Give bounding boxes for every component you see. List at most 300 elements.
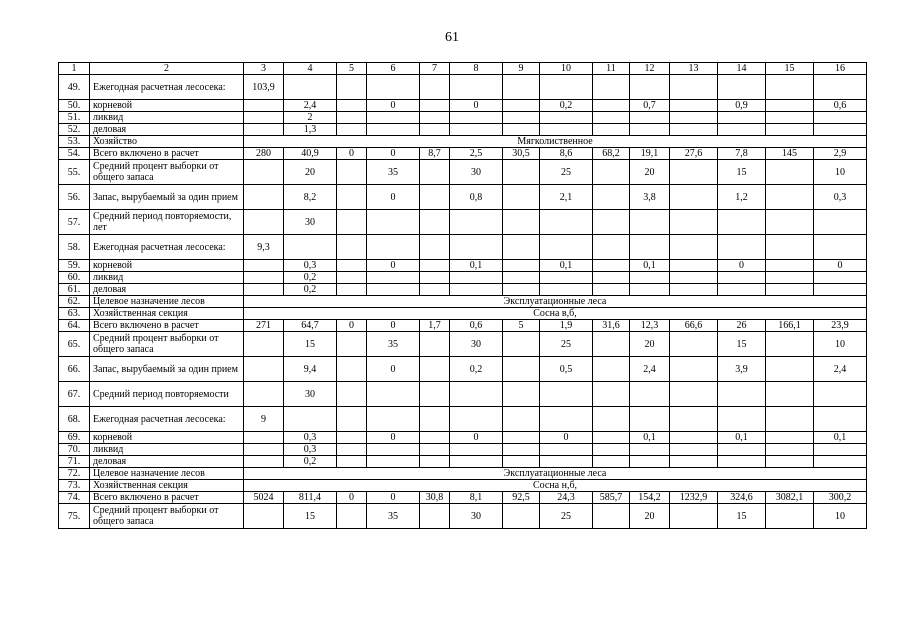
table-cell	[244, 332, 284, 357]
table-cell: 24,3	[540, 492, 593, 504]
table-cell: 0,1	[630, 432, 670, 444]
table-cell: 40,9	[284, 148, 337, 160]
table-cell: 324,6	[718, 492, 766, 504]
column-number: 7	[420, 63, 450, 75]
table-cell: 66,6	[670, 320, 718, 332]
row-number: 68.	[59, 407, 90, 432]
table-cell: 19,1	[630, 148, 670, 160]
table-cell	[420, 185, 450, 210]
table-row	[59, 432, 867, 444]
table-cell: 5024	[244, 492, 284, 504]
table-cell: 0	[814, 260, 867, 272]
table-cell: 0,2	[540, 100, 593, 112]
table-row	[59, 357, 867, 382]
table-cell	[814, 75, 867, 100]
table-cell: 20	[630, 332, 670, 357]
table-cell	[670, 504, 718, 529]
column-number: 16	[814, 63, 867, 75]
row-description: Всего включено в расчет	[90, 148, 244, 160]
table-cell	[766, 407, 814, 432]
table-cell	[337, 382, 367, 407]
table-cell	[503, 407, 540, 432]
row-number: 71.	[59, 456, 90, 468]
table-row	[59, 124, 867, 136]
table-cell: 10	[814, 160, 867, 185]
row-description: Запас, вырубаемый за один прием	[90, 185, 244, 210]
table-cell	[670, 357, 718, 382]
table-cell: 1,9	[540, 320, 593, 332]
column-number: 12	[630, 63, 670, 75]
table-cell: 0,1	[630, 260, 670, 272]
table-cell	[420, 235, 450, 260]
table-cell	[503, 444, 540, 456]
row-number: 60.	[59, 272, 90, 284]
row-description: ликвид	[90, 112, 244, 124]
table-cell	[593, 432, 630, 444]
table-cell	[450, 124, 503, 136]
table-cell	[718, 124, 766, 136]
table-cell: 0	[367, 357, 420, 382]
table-cell	[337, 407, 367, 432]
row-number: 53.	[59, 136, 90, 148]
table-cell: 145	[766, 148, 814, 160]
row-description: ликвид	[90, 444, 244, 456]
table-cell: 20	[630, 160, 670, 185]
table-cell: 15	[284, 504, 337, 529]
table-cell: 2,9	[814, 148, 867, 160]
column-number: 4	[284, 63, 337, 75]
table-cell	[718, 210, 766, 235]
table-cell	[593, 112, 630, 124]
table-cell: 30	[450, 504, 503, 529]
table-cell	[670, 284, 718, 296]
table-cell	[367, 444, 420, 456]
table-cell: 30	[284, 382, 337, 407]
table-cell	[244, 357, 284, 382]
table-cell	[450, 272, 503, 284]
table-cell	[337, 185, 367, 210]
table-row	[59, 382, 867, 407]
table-cell	[244, 210, 284, 235]
section-heading: Мягколиственное	[244, 136, 867, 148]
table-cell	[814, 382, 867, 407]
table-cell	[630, 444, 670, 456]
table-cell: 92,5	[503, 492, 540, 504]
table-cell: 0,5	[540, 357, 593, 382]
table-cell	[450, 112, 503, 124]
table-cell	[420, 432, 450, 444]
row-description: корневой	[90, 432, 244, 444]
table-cell	[670, 100, 718, 112]
table-cell	[814, 284, 867, 296]
table-cell: 30	[450, 332, 503, 357]
section-heading: Сосна н,б,	[244, 480, 867, 492]
table-cell	[593, 357, 630, 382]
table-cell	[420, 260, 450, 272]
table-cell: 103,9	[244, 75, 284, 100]
table-cell	[244, 112, 284, 124]
table-cell	[367, 210, 420, 235]
table-cell: 3082,1	[766, 492, 814, 504]
table-cell	[540, 444, 593, 456]
table-cell	[766, 456, 814, 468]
row-number: 54.	[59, 148, 90, 160]
table-cell: 0	[337, 492, 367, 504]
table-cell	[540, 407, 593, 432]
table-row	[59, 504, 867, 529]
table-cell: 1,2	[718, 185, 766, 210]
table-cell: 0	[540, 432, 593, 444]
row-number: 50.	[59, 100, 90, 112]
table-cell	[284, 75, 337, 100]
table-cell	[766, 210, 814, 235]
table-cell	[420, 444, 450, 456]
table-cell	[284, 407, 337, 432]
table-cell: 15	[718, 504, 766, 529]
table-cell	[593, 124, 630, 136]
table-row	[59, 480, 867, 492]
table-row	[59, 320, 867, 332]
table-cell	[503, 456, 540, 468]
table-cell	[630, 112, 670, 124]
table-cell	[503, 332, 540, 357]
table-cell	[593, 272, 630, 284]
table-cell: 1232,9	[670, 492, 718, 504]
table-cell	[593, 235, 630, 260]
table-cell: 25	[540, 332, 593, 357]
table-cell: 10	[814, 332, 867, 357]
column-number: 3	[244, 63, 284, 75]
table-cell	[420, 160, 450, 185]
table-cell	[244, 504, 284, 529]
table-cell: 0	[450, 100, 503, 112]
table-cell	[337, 272, 367, 284]
table-cell: 30	[284, 210, 337, 235]
table-cell	[593, 75, 630, 100]
row-number: 75.	[59, 504, 90, 529]
table-cell	[540, 235, 593, 260]
table-cell: 0,2	[284, 284, 337, 296]
table-cell	[337, 444, 367, 456]
table-cell	[367, 407, 420, 432]
table-cell	[244, 260, 284, 272]
table-row	[59, 75, 867, 100]
table-cell: 15	[718, 332, 766, 357]
table-cell: 25	[540, 504, 593, 529]
table-cell	[670, 272, 718, 284]
table-cell	[630, 235, 670, 260]
table-cell	[593, 456, 630, 468]
table-cell	[420, 332, 450, 357]
row-description: Средний процент выборки от общего запаса	[90, 160, 244, 185]
row-number: 62.	[59, 296, 90, 308]
table-cell: 35	[367, 332, 420, 357]
table-cell	[593, 260, 630, 272]
table-cell: 26	[718, 320, 766, 332]
column-number: 15	[766, 63, 814, 75]
table-cell	[337, 75, 367, 100]
table-cell	[670, 444, 718, 456]
table-cell	[244, 100, 284, 112]
table-cell	[503, 504, 540, 529]
table-cell	[670, 75, 718, 100]
table-cell: 9,3	[244, 235, 284, 260]
table-cell	[814, 112, 867, 124]
column-number: 13	[670, 63, 718, 75]
table-cell	[540, 284, 593, 296]
table-row	[59, 210, 867, 235]
column-number: 2	[90, 63, 244, 75]
table-cell	[420, 100, 450, 112]
row-number: 56.	[59, 185, 90, 210]
table-cell: 68,2	[593, 148, 630, 160]
table-cell: 2,1	[540, 185, 593, 210]
table-cell	[450, 407, 503, 432]
column-number: 10	[540, 63, 593, 75]
table-cell	[450, 382, 503, 407]
table-row	[59, 296, 867, 308]
table-cell	[503, 382, 540, 407]
table-cell: 0,1	[540, 260, 593, 272]
table-cell	[630, 456, 670, 468]
row-number: 63.	[59, 308, 90, 320]
table-cell	[450, 284, 503, 296]
table-cell	[718, 284, 766, 296]
table-cell	[718, 235, 766, 260]
table-cell	[367, 284, 420, 296]
table-cell	[244, 160, 284, 185]
table-cell	[670, 260, 718, 272]
table-cell	[766, 444, 814, 456]
table-cell	[244, 284, 284, 296]
table-cell: 30,5	[503, 148, 540, 160]
table-cell	[367, 235, 420, 260]
table-cell: 280	[244, 148, 284, 160]
table-cell	[420, 407, 450, 432]
table-cell: 3,9	[718, 357, 766, 382]
row-description: Хозяйственная секция	[90, 308, 244, 320]
table-cell	[630, 272, 670, 284]
table-cell	[630, 75, 670, 100]
table-row	[59, 136, 867, 148]
table-cell: 0,6	[814, 100, 867, 112]
table-row	[59, 148, 867, 160]
section-heading: Эксплуатационные леса	[244, 296, 867, 308]
table-cell	[244, 444, 284, 456]
row-number: 64.	[59, 320, 90, 332]
table-cell	[670, 160, 718, 185]
table-cell	[718, 382, 766, 407]
forestry-calculation-table	[58, 62, 867, 529]
table-cell: 20	[284, 160, 337, 185]
section-heading: Сосна в,б,	[244, 308, 867, 320]
page-number: 61	[445, 30, 459, 45]
table-cell	[503, 160, 540, 185]
table-cell	[244, 272, 284, 284]
row-description: Средний период повторяемости, лет	[90, 210, 244, 235]
table-cell: 30	[450, 160, 503, 185]
table-cell: 8,1	[450, 492, 503, 504]
table-cell	[503, 124, 540, 136]
table-cell	[670, 382, 718, 407]
table-cell: 0,3	[814, 185, 867, 210]
table-cell: 0	[337, 320, 367, 332]
table-cell	[670, 235, 718, 260]
table-row	[59, 284, 867, 296]
row-number: 67.	[59, 382, 90, 407]
table-cell	[766, 432, 814, 444]
table-cell	[503, 357, 540, 382]
table-cell	[766, 284, 814, 296]
table-cell	[540, 382, 593, 407]
table-cell	[244, 124, 284, 136]
table-cell: 8,7	[420, 148, 450, 160]
table-cell	[670, 407, 718, 432]
table-cell	[337, 456, 367, 468]
table-cell	[670, 332, 718, 357]
table-cell: 8,6	[540, 148, 593, 160]
table-cell	[337, 284, 367, 296]
table-cell: 0,1	[814, 432, 867, 444]
table-cell: 2,4	[284, 100, 337, 112]
table-row	[59, 272, 867, 284]
table-cell: 0	[367, 148, 420, 160]
table-cell	[420, 504, 450, 529]
table-cell: 31,6	[593, 320, 630, 332]
table-cell: 811,4	[284, 492, 337, 504]
table-cell	[420, 284, 450, 296]
table-cell: 15	[718, 160, 766, 185]
table-cell: 0,3	[284, 260, 337, 272]
table-cell	[337, 504, 367, 529]
table-cell: 25	[540, 160, 593, 185]
table-cell: 0,2	[450, 357, 503, 382]
column-number: 5	[337, 63, 367, 75]
table-cell	[593, 407, 630, 432]
row-number: 57.	[59, 210, 90, 235]
table-cell	[337, 260, 367, 272]
table-row	[59, 468, 867, 480]
table-cell	[814, 235, 867, 260]
table-cell: 271	[244, 320, 284, 332]
table-cell: 0,3	[284, 444, 337, 456]
table-cell	[337, 235, 367, 260]
table-cell: 0,3	[284, 432, 337, 444]
table-cell: 3,8	[630, 185, 670, 210]
row-number: 72.	[59, 468, 90, 480]
table-cell	[503, 284, 540, 296]
row-description: Всего включено в расчет	[90, 320, 244, 332]
table-cell	[814, 456, 867, 468]
table-cell	[670, 112, 718, 124]
table-cell	[284, 235, 337, 260]
row-description: Всего включено в расчет	[90, 492, 244, 504]
table-header-row	[59, 63, 867, 75]
table-cell: 8,2	[284, 185, 337, 210]
row-description: Целевое назначение лесов	[90, 468, 244, 480]
table-cell	[450, 456, 503, 468]
table-cell	[814, 444, 867, 456]
table-row	[59, 492, 867, 504]
row-description: Ежегодная расчетная лесосека:	[90, 75, 244, 100]
table-cell	[670, 456, 718, 468]
table-cell: 0	[367, 100, 420, 112]
table-cell: 35	[367, 160, 420, 185]
table-cell	[337, 160, 367, 185]
table-cell: 0,2	[284, 272, 337, 284]
table-cell	[244, 456, 284, 468]
column-number: 6	[367, 63, 420, 75]
table-cell	[540, 272, 593, 284]
table-cell	[630, 210, 670, 235]
row-description: деловая	[90, 456, 244, 468]
table-cell: 0	[367, 185, 420, 210]
table-cell: 10	[814, 504, 867, 529]
table-cell	[766, 185, 814, 210]
table-cell	[450, 75, 503, 100]
table-cell: 166,1	[766, 320, 814, 332]
row-number: 52.	[59, 124, 90, 136]
row-number: 65.	[59, 332, 90, 357]
table-cell	[420, 210, 450, 235]
table-cell	[367, 272, 420, 284]
table-cell	[814, 124, 867, 136]
table-cell: 64,7	[284, 320, 337, 332]
table-cell	[420, 382, 450, 407]
table-cell	[718, 456, 766, 468]
table-cell	[593, 382, 630, 407]
table-cell	[367, 456, 420, 468]
table-cell	[503, 260, 540, 272]
table-cell	[766, 504, 814, 529]
table-cell	[450, 235, 503, 260]
row-description: Средний процент выборки от общего запаса	[90, 332, 244, 357]
table-cell	[766, 112, 814, 124]
table-row	[59, 456, 867, 468]
row-description: Средний процент выборки от общего запаса	[90, 504, 244, 529]
table-cell	[367, 382, 420, 407]
table-row	[59, 407, 867, 432]
table-cell	[420, 124, 450, 136]
table-cell: 0,1	[718, 432, 766, 444]
row-number: 55.	[59, 160, 90, 185]
column-number: 9	[503, 63, 540, 75]
table-row	[59, 235, 867, 260]
table-cell: 300,2	[814, 492, 867, 504]
row-number: 59.	[59, 260, 90, 272]
table-cell: 0	[337, 148, 367, 160]
row-description: деловая	[90, 284, 244, 296]
table-cell: 27,6	[670, 148, 718, 160]
column-number: 14	[718, 63, 766, 75]
table-cell: 30,8	[420, 492, 450, 504]
table-cell	[540, 456, 593, 468]
table-cell	[337, 124, 367, 136]
table-cell: 0	[450, 432, 503, 444]
table-cell	[450, 210, 503, 235]
table-cell: 5	[503, 320, 540, 332]
row-number: 58.	[59, 235, 90, 260]
table-cell: 0	[718, 260, 766, 272]
table-cell: 9	[244, 407, 284, 432]
table-cell: 20	[630, 504, 670, 529]
table-cell: 1,7	[420, 320, 450, 332]
table-cell	[630, 124, 670, 136]
table-cell	[593, 444, 630, 456]
table-cell	[766, 124, 814, 136]
table-cell	[593, 100, 630, 112]
table-cell	[630, 284, 670, 296]
